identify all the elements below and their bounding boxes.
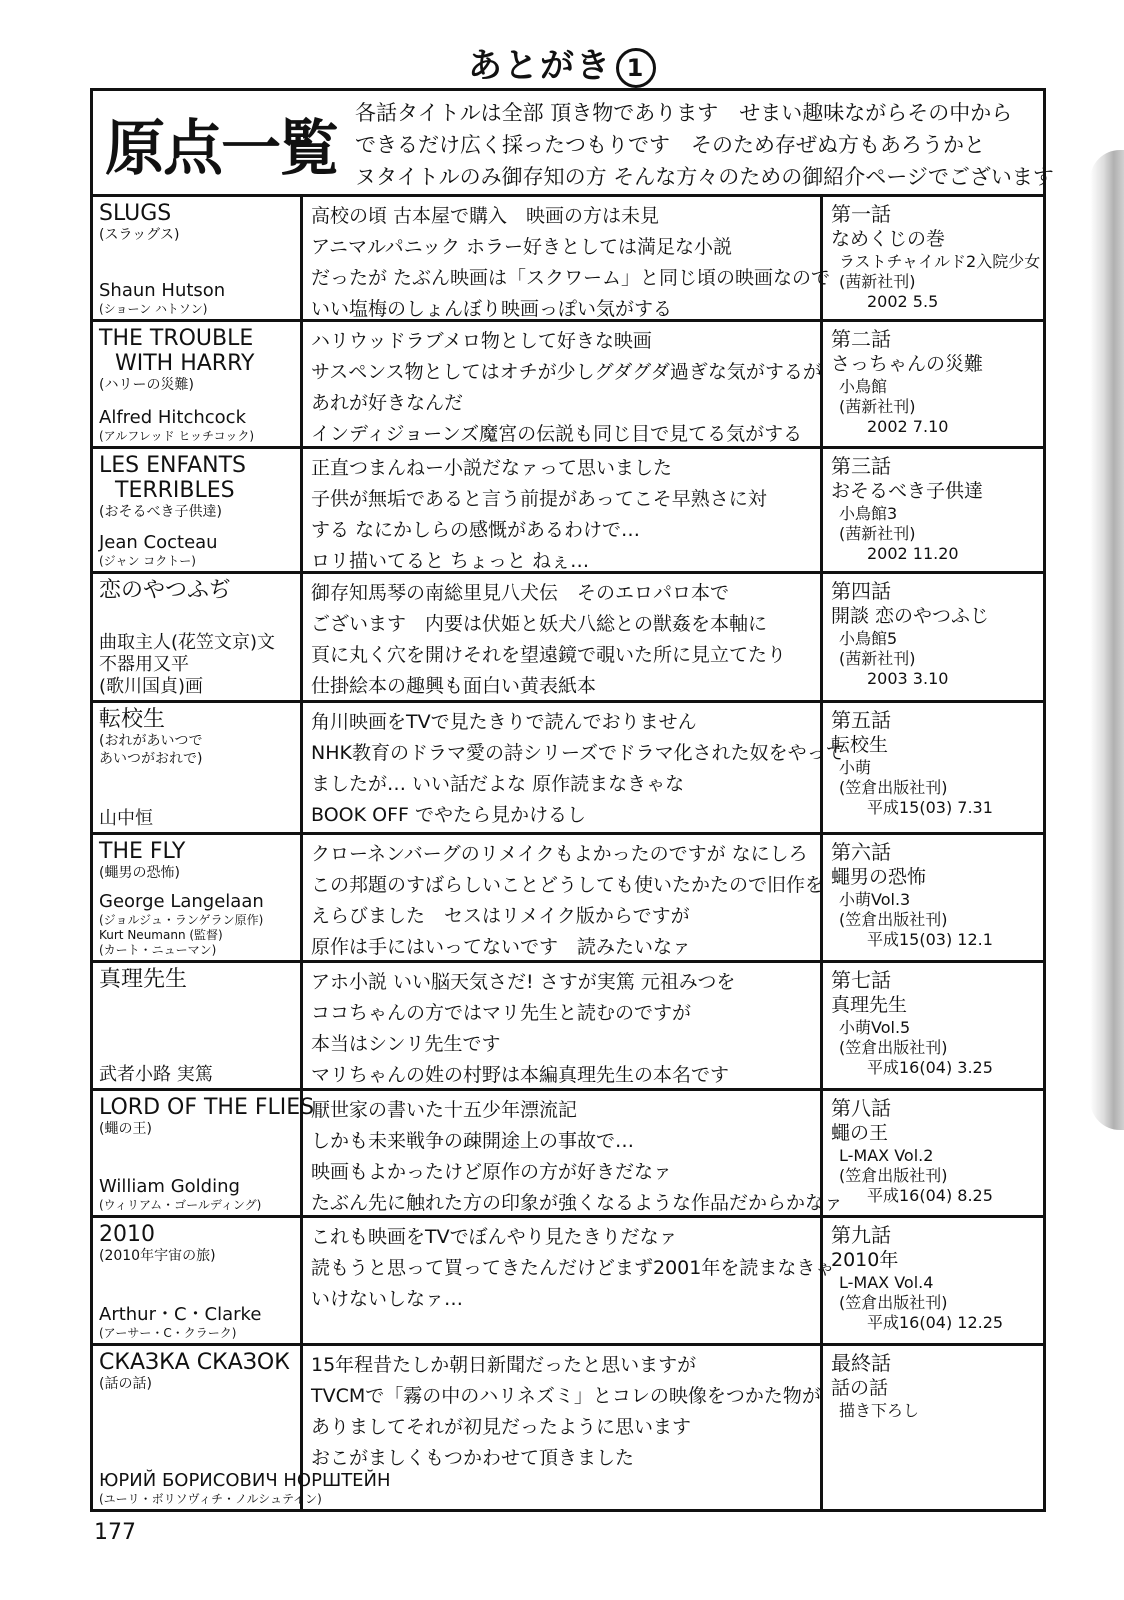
author-name: (歌川国貞)画 (99, 676, 204, 697)
work-title: THE TROUBLE (99, 326, 254, 351)
comment-line: 厭世家の書いた十五少年漂流記 (311, 1099, 578, 1121)
author-reading: (ショーン ハトソン) (99, 302, 208, 316)
intro-line: ヌタイトルのみ御存知の方 そんな方々のための御紹介ページでございます (355, 165, 1054, 189)
comment-line: ありましてそれが初見だったように思います (311, 1416, 692, 1438)
episode-cell (823, 1218, 1043, 1343)
author-reading: (アルフレッド ヒッチコック) (99, 429, 255, 443)
comment-line: 読もうと思って買ってきたんだけどまず2001年を読まなきゃ (311, 1257, 835, 1279)
episode-title: 開談 恋のやつふじ (831, 605, 990, 627)
author-name: Shaun Hutson (99, 280, 226, 301)
comment-line: アニマルパニック ホラー好きとしては満足な小説 (311, 236, 733, 258)
publication-date: 2003 3.10 (867, 669, 949, 688)
intro-line: 各話タイトルは全部 頂き物であります せまい趣味ながらその中から (355, 101, 1013, 125)
comment-line: しかも未来戦争の疎開途上の事故で… (311, 1130, 635, 1152)
publication-date: 平成16(04) 8.25 (867, 1186, 993, 1205)
table-row (93, 322, 1043, 449)
episode-title: さっちゃんの災難 (831, 353, 984, 375)
episode-cell (823, 1346, 1043, 1509)
episode-cell (823, 1091, 1043, 1215)
original-work-cell (93, 574, 303, 700)
table-row (93, 574, 1043, 703)
page-title (0, 38, 1124, 88)
work-subtitle: (蠅男の恐怖) (99, 865, 180, 881)
work-subtitle: (話の話) (99, 1376, 152, 1392)
author-name: Jean Cocteau (99, 532, 218, 553)
comment-line: ましたが… いい話だよな 原作読まなきゃな (311, 773, 685, 795)
author-block (99, 407, 254, 444)
author-reading: (カート・ニューマン) (99, 943, 217, 957)
comment-line: 本当はシンリ先生です (311, 1033, 501, 1055)
author-name: George Langelaan (99, 891, 264, 912)
comment-cell (303, 449, 823, 571)
episode-title: 蠅の王 (831, 1122, 889, 1144)
episode-title: なめくじの巻 (831, 228, 946, 250)
episode-title: 蠅男の恐怖 (831, 866, 927, 888)
publication-date: 2002 11.20 (867, 544, 959, 563)
work-title: 恋のやつふぢ (99, 578, 232, 603)
work-title: 真理先生 (99, 967, 188, 992)
comment-line: だったが たぶん映画は「スクワーム」と同じ頃の映画なので (311, 267, 831, 289)
comment-line: 映画もよかったけど原作の方が好きだなァ (311, 1161, 673, 1183)
author-block (99, 532, 218, 569)
page-number: 177 (94, 1520, 136, 1545)
comment-line: サスペンス物としてはオチが少しグダグダ過ぎな気がするが (311, 361, 822, 383)
author-name: Alfred Hitchcock (99, 407, 247, 428)
publication: 小鳥館5 (839, 629, 898, 648)
table-row (93, 835, 1043, 963)
comment-line: ございます 内要は伏姫と妖犬八総との獣姦を本軸に (311, 613, 768, 635)
comment-line: TVCMで「霧の中のハリネズミ」とコレの映像をつかた物が (311, 1385, 821, 1407)
comment-line: この邦題のすばらしいことどうしても使いたかたので旧作を (311, 874, 825, 896)
work-subtitle: (蠅の王) (99, 1121, 152, 1137)
author-reading: (ウィリアム・ゴールディング) (99, 1198, 262, 1212)
publication: L-MAX Vol.4 (839, 1273, 934, 1292)
work-subtitle: (おれがあいつで (99, 733, 203, 749)
episode-title: 転校生 (831, 734, 889, 756)
author-block (99, 1304, 261, 1341)
original-work-cell (93, 449, 303, 571)
work-subtitle: (ハリーの災難) (99, 377, 194, 393)
table-row (93, 1218, 1043, 1346)
work-subtitle: (おそるべき子供達) (99, 504, 222, 520)
work-title: 転校生 (99, 707, 166, 732)
intro-line: できるだけ広く採ったつもりです そのため存ぜぬ方もあろうかと (355, 133, 985, 157)
comment-cell (303, 1346, 823, 1509)
work-title: СКАЗКА СКАЗОК (99, 1350, 290, 1375)
original-work-cell (93, 703, 303, 832)
publication: 小萌Vol.5 (839, 1018, 911, 1037)
original-work-cell (93, 1346, 391, 1509)
comment-line: マリちゃんの姓の村野は本編真理先生の本名です (311, 1064, 730, 1086)
episode-cell (823, 703, 1043, 832)
comment-line: あれが好きなんだ (311, 392, 464, 414)
publication: 小鳥館 (839, 377, 888, 396)
table-row (93, 449, 1043, 574)
author-reading: (アーサー・C・クラーク) (99, 1326, 237, 1340)
title-number-badge: 1 (616, 48, 656, 88)
comment-line: 角川映画をTVで見たきりで読んでおりません (311, 711, 697, 733)
episode-cell (823, 574, 1043, 700)
original-work-cell (93, 197, 303, 319)
publication: 小萌Vol.3 (839, 890, 911, 909)
publication: ラストチャイルド2入院少女 (839, 252, 1041, 271)
episode-number: 第五話 (831, 708, 891, 732)
work-subtitle: あいつがおれで) (99, 751, 203, 767)
comment-line: ハリウッドラブメロ物として好きな映画 (311, 330, 652, 352)
author-name: 武者小路 実篤 (99, 1064, 213, 1085)
episode-cell (823, 963, 1043, 1088)
author-name: William Golding (99, 1176, 240, 1197)
comment-line: 頁に丸く穴を開けそれを望遠鏡で覗いた所に見立てたり (311, 644, 787, 666)
publication: (茜新社刊) (839, 397, 916, 416)
episode-title: おそるべき子供達 (831, 480, 984, 502)
publication: (笠倉出版社刊) (839, 1293, 948, 1312)
episode-number: 第四話 (831, 579, 891, 603)
author-reading: Kurt Neumann (監督) (99, 928, 223, 942)
comment-cell (303, 835, 823, 960)
work-title: LES ENFANTS (99, 453, 247, 478)
author-name: Arthur・C・Clarke (99, 1304, 262, 1325)
author-name: 曲取主人(花笠文京)文 (99, 632, 276, 653)
author-name: 不器用又平 (99, 654, 189, 675)
comment-cell (303, 703, 845, 832)
table-row (93, 1346, 1043, 1509)
publication: 小鳥館3 (839, 504, 898, 523)
publication-date: 2002 7.10 (867, 417, 949, 436)
publication-date: 平成16(04) 3.25 (867, 1058, 993, 1077)
table-row (93, 197, 1043, 322)
episode-title: 2010年 (831, 1249, 899, 1271)
author-block (99, 280, 225, 317)
comment-line: 御存知馬琴の南総里見八犬伝 そのエロパロ本で (311, 582, 730, 604)
original-work-cell (93, 835, 303, 960)
work-subtitle: (2010年宇宙の旅) (99, 1248, 216, 1264)
comment-line: 子供が無垢であると言う前提があってこそ早熟さに対 (311, 488, 767, 510)
publication-date: 平成15(03) 12.1 (867, 930, 993, 949)
comment-line: 15年程昔たしか朝日新聞だったと思いますが (311, 1354, 697, 1376)
publication: 小萌 (839, 758, 872, 777)
episode-title: 真理先生 (831, 994, 908, 1016)
comment-line: 高校の頃 古本屋で購入 映画の方は未見 (311, 205, 660, 227)
comment-line: いけないしなァ… (311, 1288, 464, 1310)
header-intro (355, 97, 1054, 193)
episode-number: 第八話 (831, 1096, 891, 1120)
comment-cell (303, 197, 831, 320)
episode-number: 第一話 (831, 202, 891, 226)
page-title-text: あとがき (468, 46, 612, 86)
table-row (93, 963, 1043, 1091)
publication: (茜新社刊) (839, 649, 916, 668)
comment-cell (303, 322, 823, 446)
comment-line: ロリ描いてると ちょっと ねぇ… (311, 550, 590, 572)
work-title: 2010 (99, 1222, 155, 1247)
comment-line: これも映画をTVでぼんやり見たきりだなァ (311, 1226, 678, 1248)
comment-cell (303, 963, 823, 1088)
comment-line: ココちゃんの方ではマリ先生と読むのですが (311, 1002, 692, 1024)
work-title: LORD OF THE FLIES (99, 1095, 315, 1120)
author-block (99, 632, 275, 698)
header-big-title: 原点一覧 (105, 114, 337, 184)
publication: L-MAX Vol.2 (839, 1146, 934, 1165)
table-row (93, 703, 1043, 835)
author-reading: (ジョルジュ・ランゲラン原作) (99, 913, 264, 927)
comment-cell (303, 1218, 835, 1343)
author-block (99, 1064, 213, 1086)
comment-line: インディジョーンズ魔宮の伝説も同じ目で見てる気がする (311, 423, 803, 445)
publication: (笠倉出版社刊) (839, 1166, 948, 1185)
episode-cell (823, 197, 1043, 319)
comment-line: 正直つまんねー小説だなァって思いました (311, 457, 673, 479)
work-subtitle: (スラッグス) (99, 227, 180, 243)
work-title: WITH HARRY (115, 351, 255, 376)
comment-line: 仕掛絵本の趣興も面白い黄表紙本 (311, 675, 597, 697)
comment-cell (303, 574, 823, 700)
work-title: SLUGS (99, 201, 172, 226)
author-name: ЮРИЙ БОРИСОВИЧ НОРШТЕЙН (99, 1470, 391, 1491)
comment-line: する なにかしらの感慨があるわけで… (311, 519, 641, 541)
comment-line: えらびました セスはリメイク版からですが (311, 905, 690, 927)
publication: (笠倉出版社刊) (839, 778, 948, 797)
episode-cell (823, 835, 1043, 960)
author-reading: (ユーリ・ボリソヴィチ・ノルシュテイン) (99, 1492, 322, 1506)
publication: (茜新社刊) (839, 272, 916, 291)
comment-line: たぶん先に触れた方の印象が強くなるような作品だからかなァ (311, 1192, 844, 1214)
original-work-cell (93, 322, 303, 446)
work-title: THE FLY (99, 839, 186, 864)
table-row (93, 1091, 1043, 1218)
author-name: 山中恒 (99, 808, 153, 829)
episode-number: 最終話 (831, 1351, 891, 1375)
comment-line: BOOK OFF でやたら見かけるし (311, 804, 586, 826)
original-work-cell (93, 1218, 303, 1343)
publication: (茜新社刊) (839, 524, 916, 543)
table-header (93, 91, 1054, 197)
comment-line: クローネンバーグのリメイクもよかったのですが なにしろ (311, 843, 808, 865)
episode-number: 第二話 (831, 327, 891, 351)
index-table (90, 88, 1054, 1512)
comment-line: アホ小説 いい脳天気さだ! さすが実篤 元祖みつを (311, 971, 736, 993)
episode-cell (823, 322, 1043, 446)
comment-line: いい塩梅のしょんぼり映画っぽい気がする (311, 298, 673, 320)
original-work-cell (93, 1091, 315, 1215)
comment-line: NHK教育のドラマ愛の詩シリーズでドラマ化された奴をやって (311, 742, 845, 764)
page-edge-shadow (1090, 150, 1124, 1130)
publication-date: 平成15(03) 7.31 (867, 798, 993, 817)
publication: (笠倉出版社刊) (839, 1038, 948, 1057)
author-reading: (ジャン コクトー) (99, 554, 196, 568)
episode-cell (823, 449, 1043, 571)
original-work-cell (93, 963, 303, 1088)
work-title: TERRIBLES (115, 478, 235, 503)
comment-line: 原作は手にはいってないです 読みたいなァ (311, 936, 692, 958)
episode-number: 第九話 (831, 1223, 891, 1247)
publication: 描き下ろし (839, 1401, 920, 1420)
comment-line: おこがましくもつかわせて頂きました (311, 1447, 635, 1469)
episode-number: 第七話 (831, 968, 891, 992)
episode-number: 第三話 (831, 454, 891, 478)
publication-date: 平成16(04) 12.25 (867, 1313, 1004, 1332)
comment-cell (303, 1091, 844, 1215)
publication-date: 2002 5.5 (867, 292, 939, 311)
publication: (笠倉出版社刊) (839, 910, 948, 929)
episode-number: 第六話 (831, 840, 891, 864)
episode-title: 話の話 (831, 1377, 889, 1399)
author-block (99, 891, 264, 958)
author-block (99, 808, 153, 830)
author-block (99, 1176, 261, 1213)
